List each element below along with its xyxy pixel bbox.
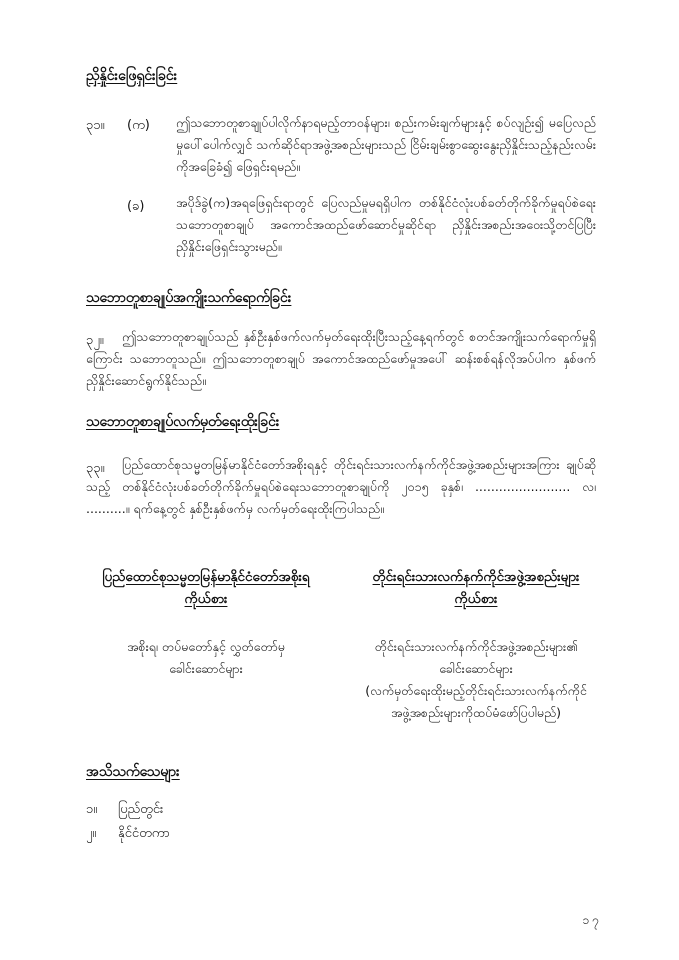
signature-body-government-line2: ခေါင်းဆောင်များ <box>169 661 243 676</box>
clause-33-text: ပြည်ထောင်စုသမ္မတမြန်မာနိုင်ငံတော်အစိုးရနှင့် တိုင်းရင်းသားလက်နက်ကိုင်အဖွဲ့အစည်းများအကြား ချုပ်ဆိုသည့် တစ်နိုင်ငံလုံးပစ်ခတ်တိုက်ခိုက်မှုရပ်စဲရေးသဘောတူစာချုပ်ကို ၂၀၁၅ ခုနှစ်၊ ........................ လ၊ ..........။ ရက်နေ့တွင် နှစ်ဦးနှစ်ဖက်မှ လက်မှတ်ရေးထိုးကြပါသည်။ <box>86 457 596 516</box>
heading-agreement-signing: သဘောတူစာချုပ်လက်မှတ်ရေးထိုးခြင်း <box>86 414 280 430</box>
witness-item-2-text: နိုင်ငံတကာ <box>118 826 170 841</box>
clause-number-32: ၃၂။ <box>86 333 104 348</box>
witness-item-2-number: ၂။ <box>86 826 97 841</box>
sub-clause-a-label: (က) <box>127 118 150 133</box>
clause-number-31: ၃၁။ <box>86 118 105 133</box>
clause-number-33: ၃၃။ <box>86 461 105 476</box>
signature-title-government-line2: ကိုယ်စား <box>184 591 228 607</box>
signature-title-government-line1: ပြည်ထောင်စုသမ္မတမြန်မာနိုင်ငံတော်အစိုးရ <box>102 569 310 585</box>
sub-clause-b-text: အပိုဒ်ခွဲ(က)အရဖြေရှင်းရာတွင် ပြေလည်မှုမရရှိပါက တစ်နိုင်ငံလုံးပစ်ခတ်တိုက်ခိုက်မှုရပ်စဲရေးသဘောတူစာချုပ် အကောင်အထည်ဖော်ဆောင်မှုဆိုင်ရာ ညှိနှိုင်းအစည်းအဝေးသို့တင်ပြပြီး ညှိနှိုင်းဖြေရှင်းသွားမည်။ <box>176 195 596 254</box>
signature-body-eao-line3: (လက်မှတ်ရေးထိုးမည့်တိုင်းရင်းသားလက်နက်ကိုင် <box>365 683 587 698</box>
heading-witnesses: အသိသက်သေများ <box>86 764 180 780</box>
witness-item-1-number: ၁။ <box>86 802 98 817</box>
signature-title-eao-line1: တိုင်းရင်းသားလက်နက်ကိုင်အဖွဲ့အစည်းများ <box>372 569 580 585</box>
heading-agreement-effect: သဘောတူစာချုပ်အကျိုးသက်ရောက်ခြင်း <box>86 290 292 306</box>
witness-item-1-text: ပြည်တွင်း <box>118 802 164 817</box>
heading-dispute-resolution: ညှိနှိုင်းဖြေရှင်းခြင်း <box>86 68 178 84</box>
sub-clause-b-label: (ခ) <box>127 199 145 214</box>
signature-body-eao-line4: အဖွဲ့အစည်းများကိုထပ်မံဖော်ပြပါမည်) <box>390 705 562 720</box>
signature-body-government-line1: အစိုးရ၊ တပ်မတော်နှင့် လွှတ်တော်မှ <box>127 639 285 654</box>
signature-body-eao-line2: ခေါင်းဆောင်များ <box>439 661 513 676</box>
signature-title-eao-line2: ကိုယ်စား <box>454 591 498 607</box>
signature-body-ethnic-armed-organizations <box>345 636 607 724</box>
clause-32-text: ဤသဘောတူစာချုပ်သည် နှစ်ဦးနှစ်ဖက်လက်မှတ်ရေးထိုးပြီးသည့်နေ့ရက်တွင် စတင်အကျိုးသက်ရောက်မှုရှိကြောင်း သဘောတူသည်။ ဤသဘောတူစာချုပ် အကောင်အထည်ဖော်မှုအပေါ် ဆန်းစစ်ရန်လိုအပ်ပါက နှစ်ဖက်ညှိနှိုင်းဆောင်ရွက်နိုင်သည်။ <box>86 329 596 388</box>
signature-body-eao-line1: တိုင်းရင်းသားလက်နက်ကိုင်အဖွဲ့အစည်းများ၏ <box>374 639 578 654</box>
signature-body-government <box>86 636 326 680</box>
signature-title-government <box>86 566 326 610</box>
sub-clause-a-text: ဤသဘောတူစာချုပ်ပါလိုက်နာရမည့်တာဝန်များ၊ စည်းကမ်းချက်များနှင့် စပ်လျဉ်း၍ မပြေလည်မှုပေါ်ပေါက်လျှင် သက်ဆိုင်ရာအဖွဲ့အစည်းများသည် ငြိမ်းချမ်းစွာဆွေးနွေးညှိနှိုင်းသည့်နည်းလမ်းကိုအခြေခံ၍ ဖြေရှင်းရမည်။ <box>176 115 596 174</box>
page-number: ၁၇ <box>582 913 602 927</box>
signature-title-ethnic-armed-organizations <box>345 566 607 610</box>
